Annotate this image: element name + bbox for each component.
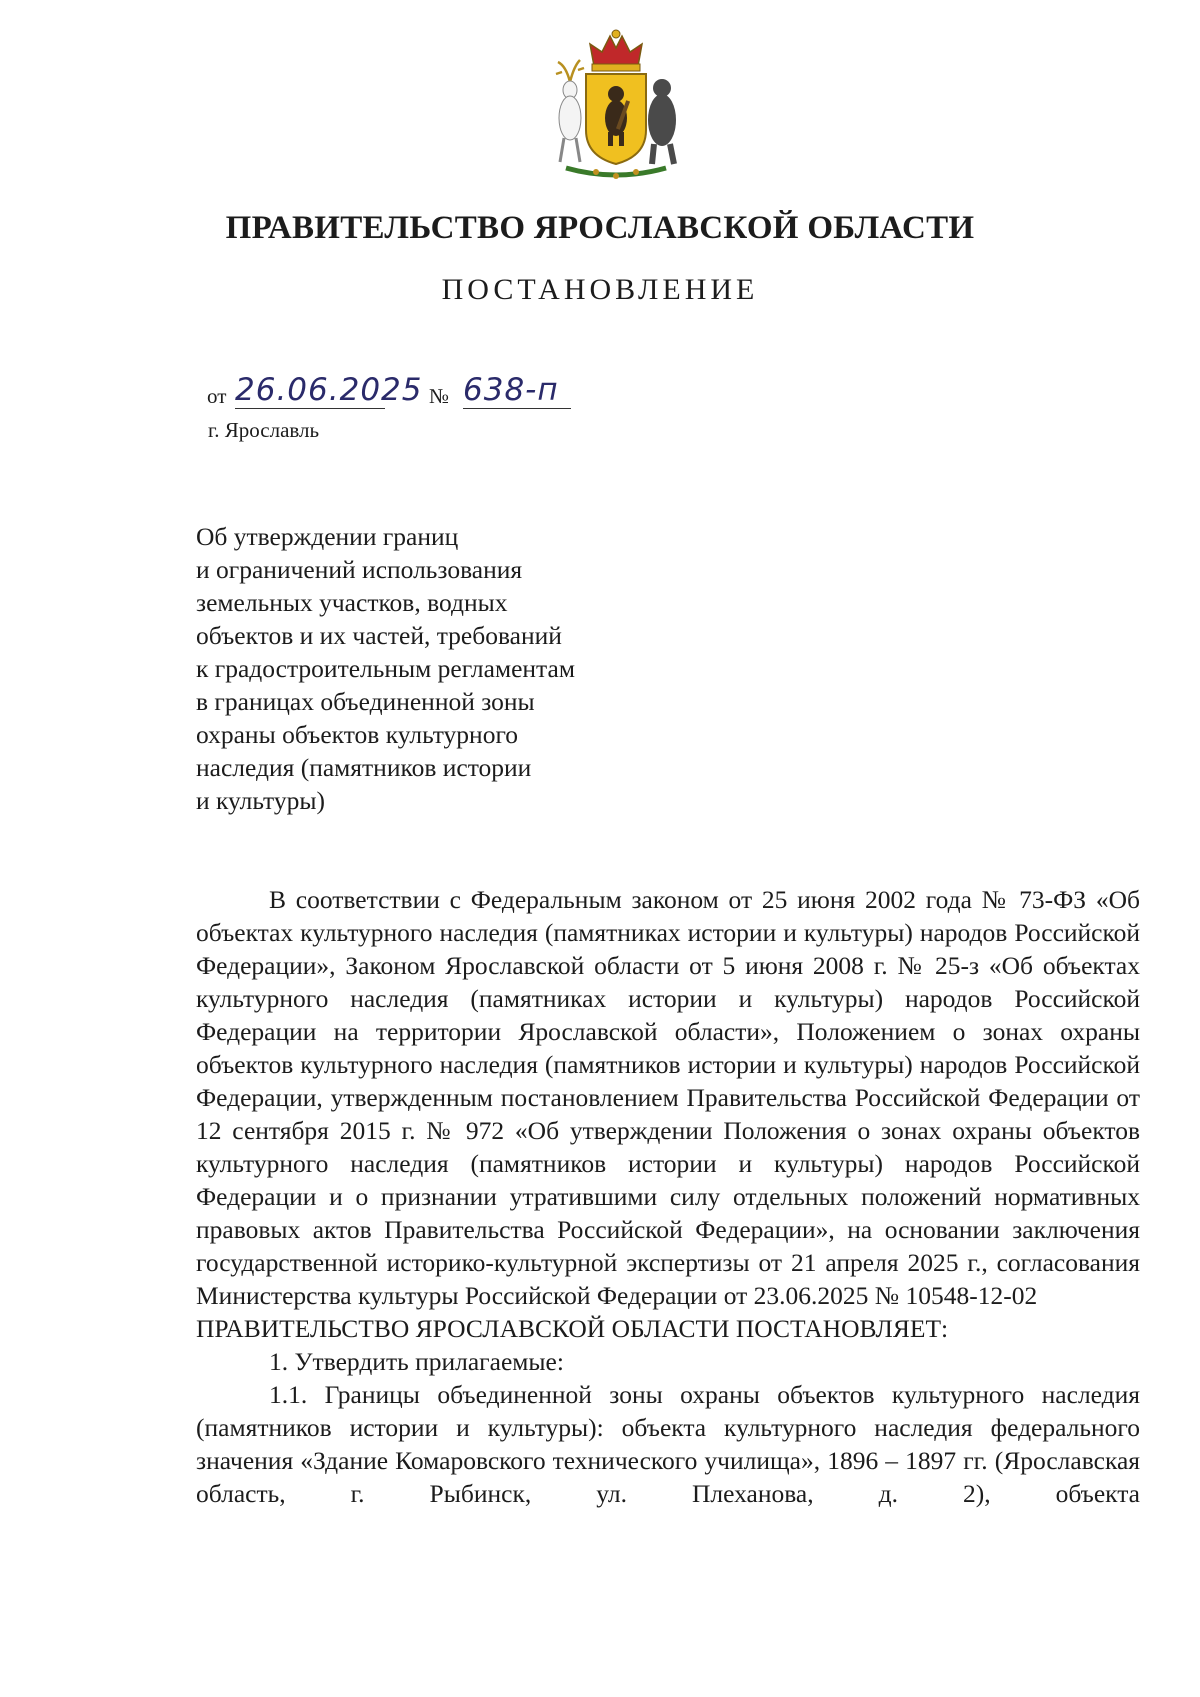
registration-line (207, 372, 607, 416)
preamble-paragraph: В соответствии с Федеральным законом от 25 июня 2002 года № 73-ФЗ «Об объектах культурного наследия (памятниках истории и культуры) народов Российской Федерации», Законом Ярославской области от 5 июня 2008 г. № 25-з «Об объектах культурного наследия (памятниках истории и культуры) народов Российской Федерации на территории Ярославской области», Положением о зонах охраны объектов культурного наследия (памятников истории и культуры) народов Российской Федерации, утвержденным постановлением Правительства Российской Федерации от 12 сентября 2015 г. № 972 «Об утверждении Положения о зонах охраны объектов культурного наследия (памятников истории и культуры) народов Российской Федерации и о признании утратившими силу отдельных положений нормативных правовых актов Правительства Российской Федерации», на основании заключения государственной историко-культурной экспертизы от 21 апреля 2025 г., согласования Министерства культуры Российской Федерации от 23.06.2025 № 10548-12-02 (196, 885, 1140, 1310)
subject-line: наследия (памятников истории (196, 753, 532, 782)
document-subject (196, 520, 666, 817)
handwritten-number: 638-п (463, 372, 571, 409)
document-type: ПОСТАНОВЛЕНИЕ (441, 273, 759, 306)
date-label: от (207, 384, 227, 408)
subject-line: и ограничений использования (196, 555, 523, 584)
coat-of-arms-icon (536, 22, 696, 182)
subject-line: и культуры) (196, 786, 325, 815)
subject-line: в границах объединенной зоны (196, 687, 535, 716)
resolves-heading: ПРАВИТЕЛЬСТВО ЯРОСЛАВСКОЙ ОБЛАСТИ ПОСТАНОВЛЯЕТ: (196, 1314, 949, 1343)
subject-line: охраны объектов культурного (196, 720, 519, 749)
subject-line: Об утверждении границ (196, 522, 459, 551)
subject-line: объектов и их частей, требований (196, 621, 562, 650)
handwritten-date: 26.06.2025 (235, 372, 423, 408)
document-body (196, 883, 1140, 1510)
number-label: № (429, 384, 450, 408)
subject-line: земельных участков, водных (196, 588, 508, 617)
organization-title: ПРАВИТЕЛЬСТВО ЯРОСЛАВСКОЙ ОБЛАСТИ (225, 210, 975, 246)
item-1-1: 1.1. Границы объединенной зоны охраны объектов культурного наследия (памятников истории и культуры): объекта культурного наследия федерального значения «Здание Комаровского технического училища», 1896 – 1897 гг. (Ярославская область, г. Рыбинск, ул. Плеханова, д. 2), объекта (196, 1380, 1140, 1508)
subject-line: к градостроительным регламентам (196, 654, 575, 683)
city: г. Ярославль (208, 418, 320, 442)
item-1: 1. Утвердить прилагаемые: (269, 1347, 564, 1376)
